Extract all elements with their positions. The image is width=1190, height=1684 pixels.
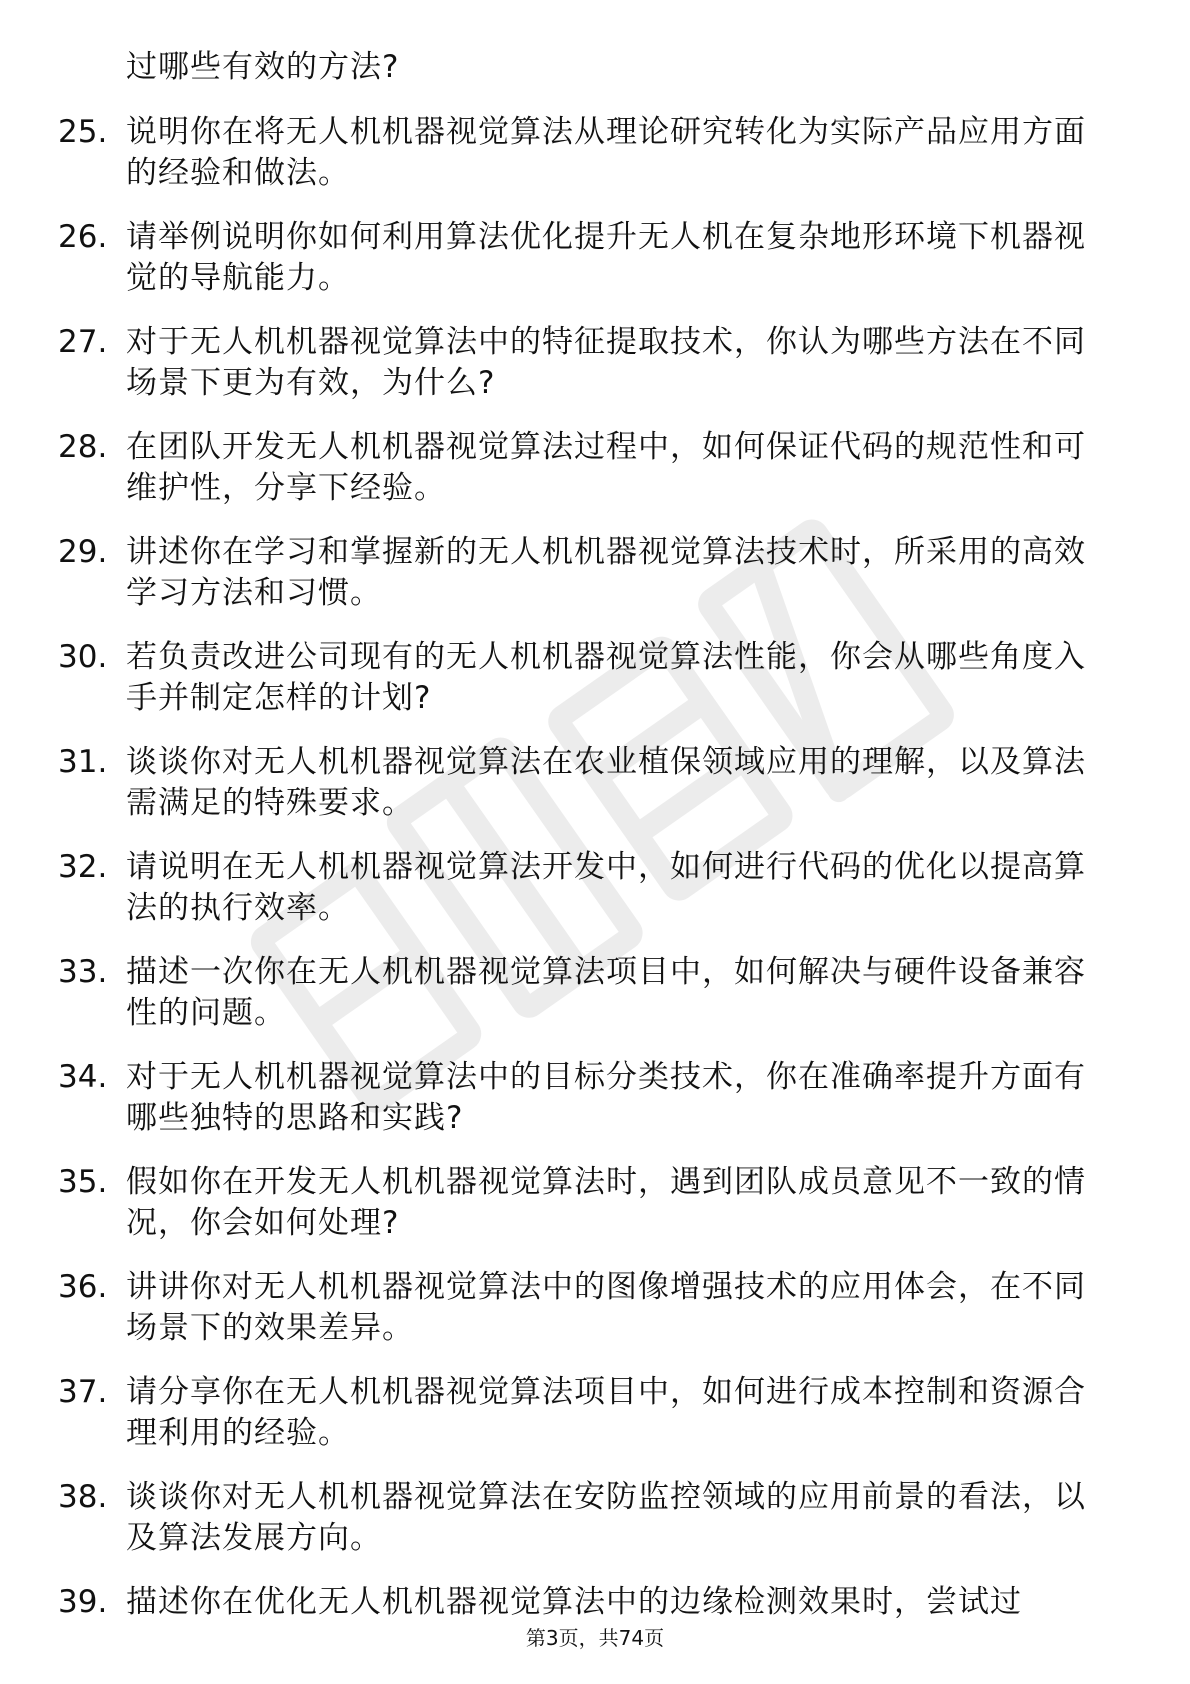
question-item [58,742,1108,824]
question-item [58,427,1108,509]
question-text: 对于无人机机器视觉算法中的特征提取技术，你认为哪些方法在不同场景下更为有效，为什么? [126,324,1086,401]
question-item [58,1477,1108,1559]
question-text: 请举例说明你如何利用算法优化提升无人机在复杂地形环境下机器视觉的导航能力。 [126,219,1086,296]
question-item [58,1372,1108,1454]
question-text: 假如你在开发无人机机器视觉算法时，遇到团队成员意见不一致的情况，你会如何处理? [126,1164,1086,1241]
question-text: 请分享你在无人机机器视觉算法项目中，如何进行成本控制和资源合理利用的经验。 [126,1374,1086,1451]
question-item [58,1162,1108,1244]
question-number: 28. [58,429,108,465]
question-number: 34. [58,1059,108,1095]
page-number-label: 第3页，共74页 [525,1626,665,1650]
question-item [58,1582,1108,1623]
question-number: 32. [58,849,108,885]
question-item [58,1267,1108,1349]
question-number: 37. [58,1374,108,1410]
question-list [58,112,1108,1623]
page-footer [0,1625,1190,1651]
question-text: 若负责改进公司现有的无人机机器视觉算法性能，你会从哪些角度入手并制定怎样的计划? [126,639,1086,716]
question-number: 31. [58,744,108,780]
question-text: 在团队开发无人机机器视觉算法过程中，如何保证代码的规范性和可维护性，分享下经验。 [126,429,1086,506]
question-content [58,46,1108,1646]
question-item [58,847,1108,929]
question-number: 27. [58,324,108,360]
question-text: 说明你在将无人机机器视觉算法从理论研究转化为实际产品应用方面的经验和做法。 [126,114,1086,191]
question-number: 25. [58,114,108,150]
question-item [58,217,1108,299]
question-item [58,322,1108,404]
question-text: 谈谈你对无人机机器视觉算法在安防监控领域的应用前景的看法，以及算法发展方向。 [126,1479,1086,1556]
question-number: 36. [58,1269,108,1305]
question-number: 38. [58,1479,108,1515]
question-text: 讲讲你对无人机机器视觉算法中的图像增强技术的应用体会，在不同场景下的效果差异。 [126,1269,1086,1346]
question-number: 30. [58,639,108,675]
question-item [58,637,1108,719]
question-item [58,532,1108,614]
question-text: 描述一次你在无人机机器视觉算法项目中，如何解决与硬件设备兼容性的问题。 [126,954,1086,1031]
question-item [58,952,1108,1034]
question-number: 29. [58,534,108,570]
question-text: 请说明在无人机机器视觉算法开发中，如何进行代码的优化以提高算法的执行效率。 [126,849,1086,926]
question-text: 描述你在优化无人机机器视觉算法中的边缘检测效果时，尝试过 [126,1584,1022,1620]
question-number: 35. [58,1164,108,1200]
question-number: 26. [58,219,108,255]
continued-question-text: 过哪些有效的方法? [126,49,400,85]
question-item [58,112,1108,194]
question-text: 讲述你在学习和掌握新的无人机机器视觉算法技术时，所采用的高效学习方法和习惯。 [126,534,1086,611]
question-item [58,1057,1108,1139]
question-text: 对于无人机机器视觉算法中的目标分类技术，你在准确率提升方面有哪些独特的思路和实践? [126,1059,1086,1136]
question-number: 33. [58,954,108,990]
question-number: 39. [58,1584,108,1620]
question-text: 谈谈你对无人机机器视觉算法在农业植保领域应用的理解，以及算法需满足的特殊要求。 [126,744,1086,821]
